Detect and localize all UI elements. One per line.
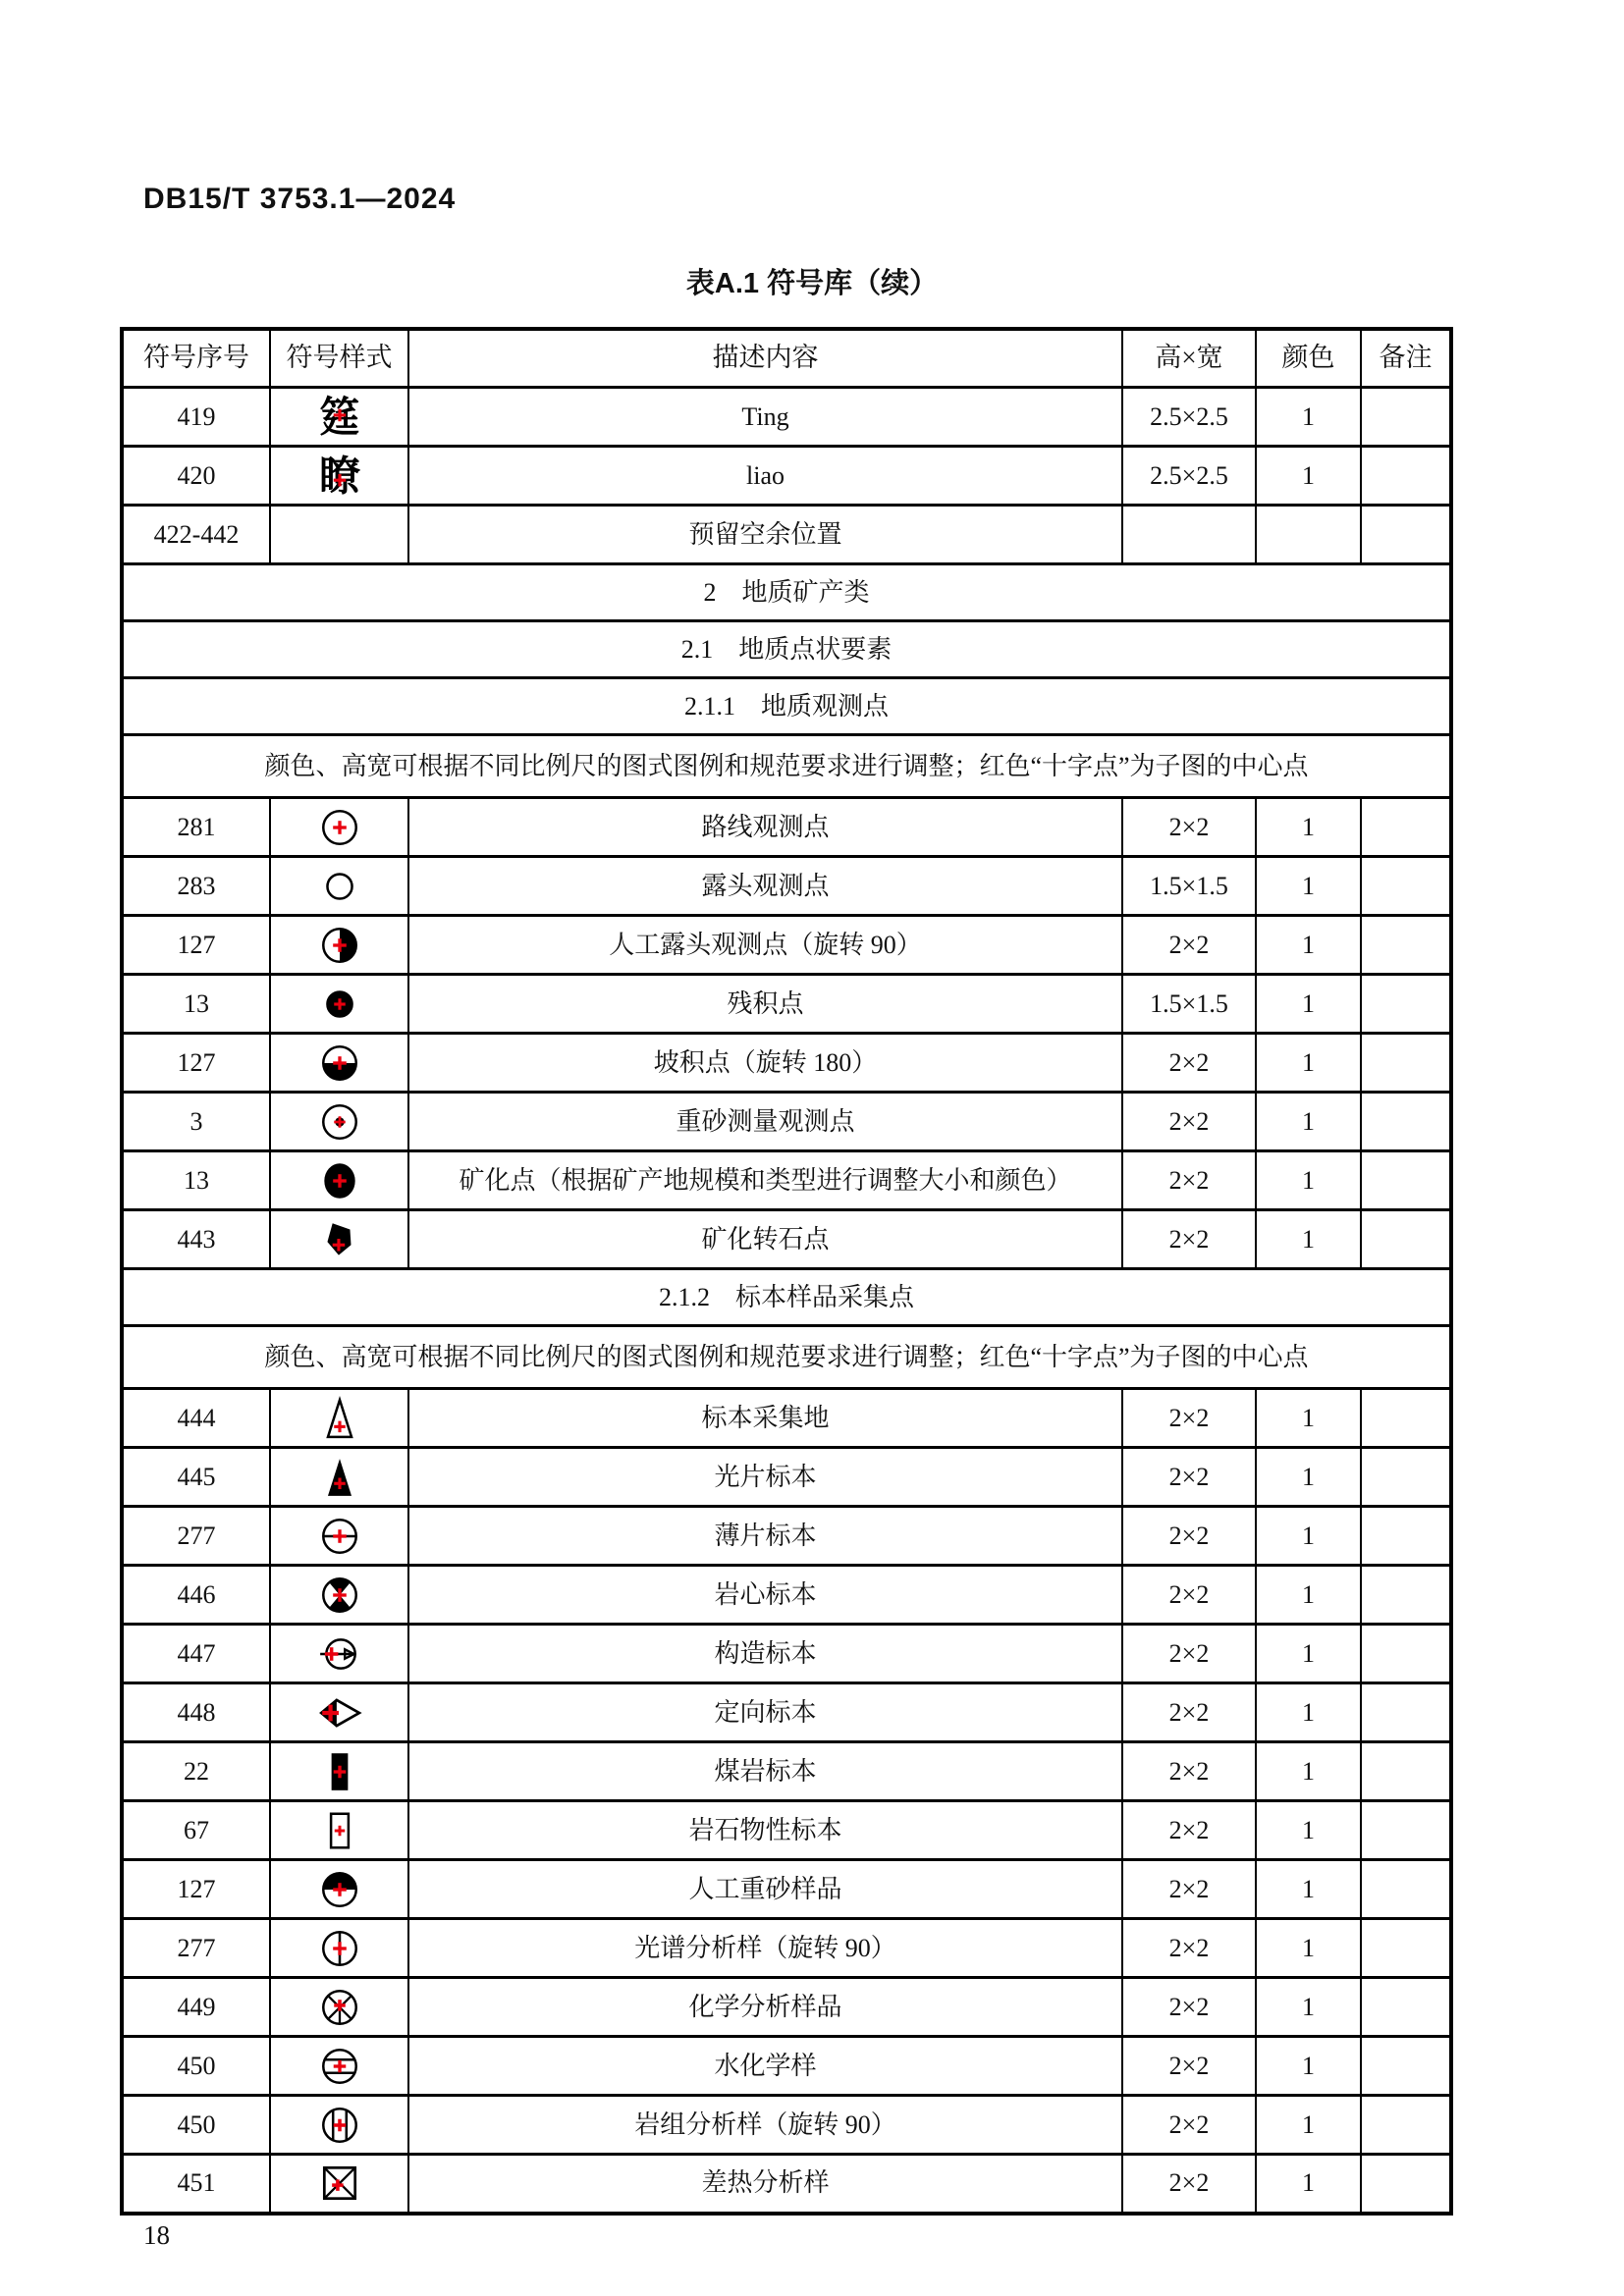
- page-number: 18: [143, 2220, 170, 2250]
- height-width-cell: 2×2: [1122, 1566, 1256, 1625]
- symbol-number-cell: 277: [122, 1919, 270, 1978]
- height-width-cell: 2×2: [1122, 1151, 1256, 1210]
- height-width-cell: 2×2: [1122, 2155, 1256, 2214]
- table-row: [122, 857, 1451, 916]
- remark-cell: [1361, 1801, 1451, 1860]
- symbol-number-cell: 450: [122, 2037, 270, 2096]
- table-row: [122, 1801, 1451, 1860]
- table-row: [122, 2155, 1451, 2214]
- color-cell: 1: [1256, 798, 1361, 857]
- remark-cell: [1361, 1860, 1451, 1919]
- symbol-style-cell: [270, 1683, 408, 1742]
- description-cell: 差热分析样: [408, 2155, 1122, 2214]
- symbol-filled-triangle-icon: [271, 1455, 407, 1500]
- table-row: [122, 388, 1451, 447]
- section-title: 2 地质矿产类: [122, 564, 1451, 621]
- table-row: [122, 1742, 1451, 1801]
- height-width-cell: 2×2: [1122, 2096, 1256, 2155]
- symbol-circle-hline-icon: [271, 1514, 407, 1559]
- remark-cell: [1361, 506, 1451, 564]
- symbol-number-cell: 13: [122, 975, 270, 1034]
- remark-cell: [1361, 2096, 1451, 2155]
- remark-cell: [1361, 388, 1451, 447]
- description-cell: 人工重砂样品: [408, 1860, 1122, 1919]
- color-cell: 1: [1256, 1210, 1361, 1269]
- description-cell: 路线观测点: [408, 798, 1122, 857]
- symbol-style-cell: [270, 1625, 408, 1683]
- remark-cell: [1361, 1151, 1451, 1210]
- description-cell: liao: [408, 447, 1122, 506]
- symbol-style-cell: [270, 1919, 408, 1978]
- symbol-number-cell: 446: [122, 1566, 270, 1625]
- remark-cell: [1361, 916, 1451, 975]
- symbol-circle-right-half-icon: [271, 923, 407, 968]
- symbol-number-cell: 445: [122, 1448, 270, 1507]
- color-cell: 1: [1256, 1448, 1361, 1507]
- symbol-circle-cross-icon: [271, 805, 407, 850]
- description-cell: 岩心标本: [408, 1566, 1122, 1625]
- symbol-circle-vline-icon: [271, 1926, 407, 1971]
- symbol-style-cell: [270, 1860, 408, 1919]
- height-width-cell: 2×2: [1122, 1507, 1256, 1566]
- symbol-style-cell: [270, 1801, 408, 1860]
- description-cell: 预留空余位置: [408, 506, 1122, 564]
- height-width-cell: 2×2: [1122, 1448, 1256, 1507]
- description-cell: 岩石物性标本: [408, 1801, 1122, 1860]
- height-width-cell: 2×2: [1122, 1742, 1256, 1801]
- symbol-style-cell: [270, 798, 408, 857]
- note-row: [122, 1326, 1451, 1389]
- remark-cell: [1361, 447, 1451, 506]
- symbol-number-cell: 420: [122, 447, 270, 506]
- table-row: [122, 1448, 1451, 1507]
- description-cell: 矿化点（根据矿产地规模和类型进行调整大小和颜色）: [408, 1151, 1122, 1210]
- symbol-number-cell: 450: [122, 2096, 270, 2155]
- col-header-symbol-number: 符号序号: [122, 329, 270, 388]
- symbol-style-cell: [270, 916, 408, 975]
- remark-cell: [1361, 1683, 1451, 1742]
- symbol-style-cell: [270, 2096, 408, 2155]
- color-cell: 1: [1256, 2037, 1361, 2096]
- table-header-row: [122, 329, 1451, 388]
- symbol-style-cell: [270, 1034, 408, 1093]
- symbol-style-cell: [270, 1151, 408, 1210]
- section-header-row: [122, 678, 1451, 735]
- symbol-number-cell: 449: [122, 1978, 270, 2037]
- description-cell: 化学分析样品: [408, 1978, 1122, 2037]
- color-cell: 1: [1256, 388, 1361, 447]
- table-row: [122, 1210, 1451, 1269]
- color-cell: 1: [1256, 2155, 1361, 2214]
- symbol-style-cell: [270, 857, 408, 916]
- symbol-number-cell: 22: [122, 1742, 270, 1801]
- symbol-library-table: [120, 327, 1453, 2216]
- symbol-style-cell: [270, 1507, 408, 1566]
- height-width-cell: 2×2: [1122, 2037, 1256, 2096]
- description-cell: 定向标本: [408, 1683, 1122, 1742]
- remark-cell: [1361, 857, 1451, 916]
- symbol-triangle-cross-icon: [271, 1396, 407, 1441]
- height-width-cell: 2×2: [1122, 1683, 1256, 1742]
- symbol-number-cell: 419: [122, 388, 270, 447]
- symbol-number-cell: 447: [122, 1625, 270, 1683]
- height-width-cell: 2×2: [1122, 1801, 1256, 1860]
- symbol-number-cell: 444: [122, 1389, 270, 1448]
- color-cell: 1: [1256, 857, 1361, 916]
- symbol-style-cell: [270, 1742, 408, 1801]
- symbol-number-cell: 67: [122, 1801, 270, 1860]
- color-cell: 1: [1256, 1978, 1361, 2037]
- symbol-circle-arrow-icon: [271, 1631, 407, 1677]
- symbol-filled-circle-icon: [271, 1158, 407, 1203]
- description-cell: 标本采集地: [408, 1389, 1122, 1448]
- table-row: [122, 1093, 1451, 1151]
- remark-cell: [1361, 2155, 1451, 2214]
- remark-cell: [1361, 798, 1451, 857]
- color-cell: 1: [1256, 1389, 1361, 1448]
- symbol-number-cell: 127: [122, 1860, 270, 1919]
- symbol-number-cell: 283: [122, 857, 270, 916]
- description-cell: 岩组分析样（旋转 90）: [408, 2096, 1122, 2155]
- color-cell: 1: [1256, 916, 1361, 975]
- color-cell: 1: [1256, 1507, 1361, 1566]
- remark-cell: [1361, 1742, 1451, 1801]
- remark-cell: [1361, 975, 1451, 1034]
- table-row: [122, 1034, 1451, 1093]
- color-cell: 1: [1256, 447, 1361, 506]
- height-width-cell: 2×2: [1122, 1210, 1256, 1269]
- document-code: DB15/T 3753.1—2024: [143, 183, 457, 215]
- symbol-style-cell: [270, 388, 408, 447]
- remark-cell: [1361, 1919, 1451, 1978]
- height-width-cell: 2×2: [1122, 1625, 1256, 1683]
- description-cell: 水化学样: [408, 2037, 1122, 2096]
- note-row: [122, 735, 1451, 798]
- description-cell: 薄片标本: [408, 1507, 1122, 1566]
- height-width-cell: 2.5×2.5: [1122, 388, 1256, 447]
- table-row: [122, 2037, 1451, 2096]
- remark-cell: [1361, 1566, 1451, 1625]
- height-width-cell: 2×2: [1122, 1389, 1256, 1448]
- table-row: [122, 1919, 1451, 1978]
- symbol-number-cell: 451: [122, 2155, 270, 2214]
- table-row: [122, 798, 1451, 857]
- description-cell: 坡积点（旋转 180）: [408, 1034, 1122, 1093]
- col-header-remark: 备注: [1361, 329, 1451, 388]
- symbol-number-cell: 127: [122, 916, 270, 975]
- height-width-cell: 2×2: [1122, 1919, 1256, 1978]
- color-cell: 1: [1256, 1742, 1361, 1801]
- symbol-char-liao-icon: [271, 454, 407, 499]
- symbol-number-cell: 422-442: [122, 506, 270, 564]
- symbol-number-cell: 3: [122, 1093, 270, 1151]
- symbol-style-cell: [270, 2037, 408, 2096]
- table-row: [122, 1566, 1451, 1625]
- symbol-circle-2hlines-icon: [271, 2044, 407, 2089]
- description-cell: Ting: [408, 388, 1122, 447]
- symbol-style-cell: [270, 1389, 408, 1448]
- symbol-style-cell: [270, 975, 408, 1034]
- remark-cell: [1361, 2037, 1451, 2096]
- col-header-symbol-style: 符号样式: [270, 329, 408, 388]
- table-row: [122, 447, 1451, 506]
- section-header-row: [122, 1269, 1451, 1326]
- remark-cell: [1361, 1093, 1451, 1151]
- height-width-cell: 2×2: [1122, 798, 1256, 857]
- remark-cell: [1361, 1034, 1451, 1093]
- symbol-style-cell: [270, 2155, 408, 2214]
- description-cell: 残积点: [408, 975, 1122, 1034]
- symbol-number-cell: 281: [122, 798, 270, 857]
- height-width-cell: 2×2: [1122, 916, 1256, 975]
- section-title: 2.1 地质点状要素: [122, 621, 1451, 678]
- height-width-cell: 2×2: [1122, 1034, 1256, 1093]
- symbol-circle-bottom-half-icon: [271, 1041, 407, 1086]
- svg-text:瞭: 瞭: [318, 454, 360, 499]
- description-cell: 人工露头观测点（旋转 90）: [408, 916, 1122, 975]
- description-cell: 光谱分析样（旋转 90）: [408, 1919, 1122, 1978]
- color-cell: 1: [1256, 1566, 1361, 1625]
- symbol-style-cell: [270, 447, 408, 506]
- description-cell: 重砂测量观测点: [408, 1093, 1122, 1151]
- color-cell: 1: [1256, 1919, 1361, 1978]
- table-row: [122, 506, 1451, 564]
- symbol-circle-x-icon: [271, 1985, 407, 2030]
- color-cell: 1: [1256, 1801, 1361, 1860]
- color-cell: 1: [1256, 1034, 1361, 1093]
- table-row: [122, 916, 1451, 975]
- table-row: [122, 975, 1451, 1034]
- description-cell: 煤岩标本: [408, 1742, 1122, 1801]
- symbol-circle-top-half-icon: [271, 1867, 407, 1912]
- col-header-color: 颜色: [1256, 329, 1361, 388]
- symbol-char-ting-icon: [271, 395, 407, 440]
- remark-cell: [1361, 1210, 1451, 1269]
- table-row: [122, 1625, 1451, 1683]
- symbol-black-polygon-icon: [271, 1217, 407, 1262]
- color-cell: 1: [1256, 1151, 1361, 1210]
- symbol-number-cell: 277: [122, 1507, 270, 1566]
- color-cell: 1: [1256, 975, 1361, 1034]
- symbol-style-cell: [270, 1210, 408, 1269]
- table-row: [122, 1683, 1451, 1742]
- symbol-style-cell: [270, 1093, 408, 1151]
- height-width-cell: 2.5×2.5: [1122, 447, 1256, 506]
- symbol-square-x-icon: [271, 2161, 407, 2206]
- description-cell: 矿化转石点: [408, 1210, 1122, 1269]
- remark-cell: [1361, 1448, 1451, 1507]
- table-row: [122, 2096, 1451, 2155]
- table-row: [122, 1978, 1451, 2037]
- color-cell: 1: [1256, 1683, 1361, 1742]
- table-row: [122, 1151, 1451, 1210]
- height-width-cell: 2×2: [1122, 1978, 1256, 2037]
- height-width-cell: 2×2: [1122, 1860, 1256, 1919]
- col-header-description: 描述内容: [408, 329, 1122, 388]
- color-cell: [1256, 506, 1361, 564]
- remark-cell: [1361, 1389, 1451, 1448]
- table-title: 表A.1 符号库（续）: [685, 268, 939, 299]
- height-width-cell: [1122, 506, 1256, 564]
- symbol-number-cell: 448: [122, 1683, 270, 1742]
- remark-cell: [1361, 1625, 1451, 1683]
- symbol-number-cell: 13: [122, 1151, 270, 1210]
- table-row: [122, 1389, 1451, 1448]
- section-header-row: [122, 621, 1451, 678]
- height-width-cell: 1.5×1.5: [1122, 975, 1256, 1034]
- note-text: 颜色、高宽可根据不同比例尺的图式图例和规范要求进行调整；红色“十字点”为子图的中心点: [122, 1326, 1451, 1389]
- section-title: 2.1.1 地质观测点: [122, 678, 1451, 735]
- section-header-row: [122, 564, 1451, 621]
- symbol-filled-circle-small-icon: [271, 982, 407, 1027]
- symbol-circle-2vlines-icon: [271, 2103, 407, 2148]
- height-width-cell: 1.5×1.5: [1122, 857, 1256, 916]
- symbol-filled-rect-icon: [271, 1749, 407, 1794]
- remark-cell: [1361, 1507, 1451, 1566]
- remark-cell: [1361, 1978, 1451, 2037]
- symbol-circle-small-icon: [271, 864, 407, 909]
- color-cell: 1: [1256, 1860, 1361, 1919]
- table-row: [122, 1507, 1451, 1566]
- color-cell: 1: [1256, 1625, 1361, 1683]
- table-body: [122, 388, 1451, 2214]
- symbol-rect-cross-icon: [271, 1808, 407, 1853]
- symbol-style-cell: [270, 1978, 408, 2037]
- description-cell: 露头观测点: [408, 857, 1122, 916]
- symbol-style-cell: [270, 506, 408, 564]
- section-title: 2.1.2 标本样品采集点: [122, 1269, 1451, 1326]
- note-text: 颜色、高宽可根据不同比例尺的图式图例和规范要求进行调整；红色“十字点”为子图的中心点: [122, 735, 1451, 798]
- symbol-diamond-half-icon: [271, 1690, 407, 1735]
- description-cell: 光片标本: [408, 1448, 1122, 1507]
- svg-text:筳: 筳: [318, 396, 360, 440]
- height-width-cell: 2×2: [1122, 1093, 1256, 1151]
- table-row: [122, 1860, 1451, 1919]
- symbol-number-cell: 127: [122, 1034, 270, 1093]
- col-header-height-width: 高×宽: [1122, 329, 1256, 388]
- description-cell: 构造标本: [408, 1625, 1122, 1683]
- symbol-style-cell: [270, 1566, 408, 1625]
- symbol-circle-dot-icon: [271, 1099, 407, 1145]
- color-cell: 1: [1256, 2096, 1361, 2155]
- symbol-style-cell: [270, 1448, 408, 1507]
- symbol-circle-bowtie-icon: [271, 1573, 407, 1618]
- color-cell: 1: [1256, 1093, 1361, 1151]
- symbol-number-cell: 443: [122, 1210, 270, 1269]
